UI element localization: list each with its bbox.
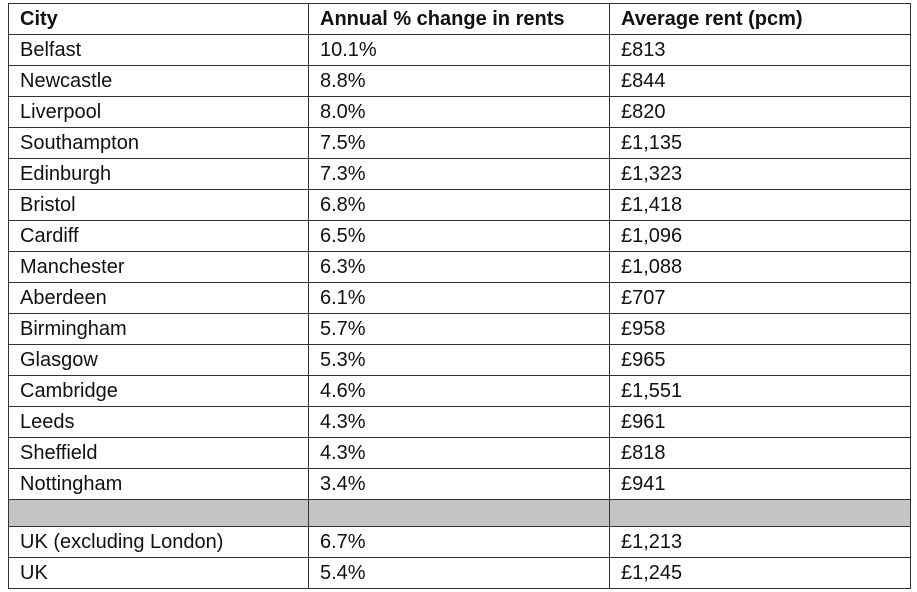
change-cell: 5.7% [309,314,610,345]
city-cell: Belfast [9,35,309,66]
table-row [9,438,911,469]
separator-cell [610,500,911,527]
city-cell: Sheffield [9,438,309,469]
city-cell: Cardiff [9,221,309,252]
change-cell: 4.3% [309,438,610,469]
header-city: City [9,4,309,35]
rents-table [8,3,911,589]
rent-cell: £941 [610,469,911,500]
rent-cell: £844 [610,66,911,97]
rent-cell: £1,088 [610,252,911,283]
summary-row [9,558,911,589]
change-cell: 3.4% [309,469,610,500]
separator-cell [309,500,610,527]
rent-cell: £965 [610,345,911,376]
rent-cell: £818 [610,438,911,469]
table-row [9,159,911,190]
change-cell: 5.3% [309,345,610,376]
header-annual-change: Annual % change in rents [309,4,610,35]
rent-cell: £958 [610,314,911,345]
change-cell: 6.8% [309,190,610,221]
table-row [9,283,911,314]
change-cell: 7.5% [309,128,610,159]
change-cell: 6.7% [309,527,610,558]
table-row [9,128,911,159]
rent-cell: £1,418 [610,190,911,221]
table-row [9,190,911,221]
table-row [9,314,911,345]
table-row [9,345,911,376]
change-cell: 6.1% [309,283,610,314]
city-cell: Leeds [9,407,309,438]
table-row [9,407,911,438]
summary-row [9,527,911,558]
change-cell: 6.5% [309,221,610,252]
city-cell: Liverpool [9,97,309,128]
rent-cell: £1,551 [610,376,911,407]
table-row [9,221,911,252]
table-row [9,252,911,283]
city-cell: Aberdeen [9,283,309,314]
rent-cell: £1,323 [610,159,911,190]
city-cell: UK (excluding London) [9,527,309,558]
rent-cell: £820 [610,97,911,128]
change-cell: 6.3% [309,252,610,283]
city-cell: Glasgow [9,345,309,376]
rent-cell: £1,213 [610,527,911,558]
header-row [9,4,911,35]
city-cell: UK [9,558,309,589]
table-row [9,376,911,407]
city-cell: Birmingham [9,314,309,345]
header-average-rent: Average rent (pcm) [610,4,911,35]
change-cell: 10.1% [309,35,610,66]
rent-cell: £707 [610,283,911,314]
city-cell: Edinburgh [9,159,309,190]
rent-cell: £961 [610,407,911,438]
city-cell: Bristol [9,190,309,221]
change-cell: 8.8% [309,66,610,97]
change-cell: 8.0% [309,97,610,128]
rent-cell: £1,245 [610,558,911,589]
change-cell: 4.6% [309,376,610,407]
city-cell: Cambridge [9,376,309,407]
city-cell: Southampton [9,128,309,159]
rent-cell: £1,096 [610,221,911,252]
rent-cell: £1,135 [610,128,911,159]
table-row [9,35,911,66]
separator-row [9,500,911,527]
change-cell: 7.3% [309,159,610,190]
separator-cell [9,500,309,527]
table-row [9,469,911,500]
city-cell: Manchester [9,252,309,283]
table-row [9,66,911,97]
change-cell: 5.4% [309,558,610,589]
change-cell: 4.3% [309,407,610,438]
city-cell: Newcastle [9,66,309,97]
table-row [9,97,911,128]
city-cell: Nottingham [9,469,309,500]
rent-cell: £813 [610,35,911,66]
